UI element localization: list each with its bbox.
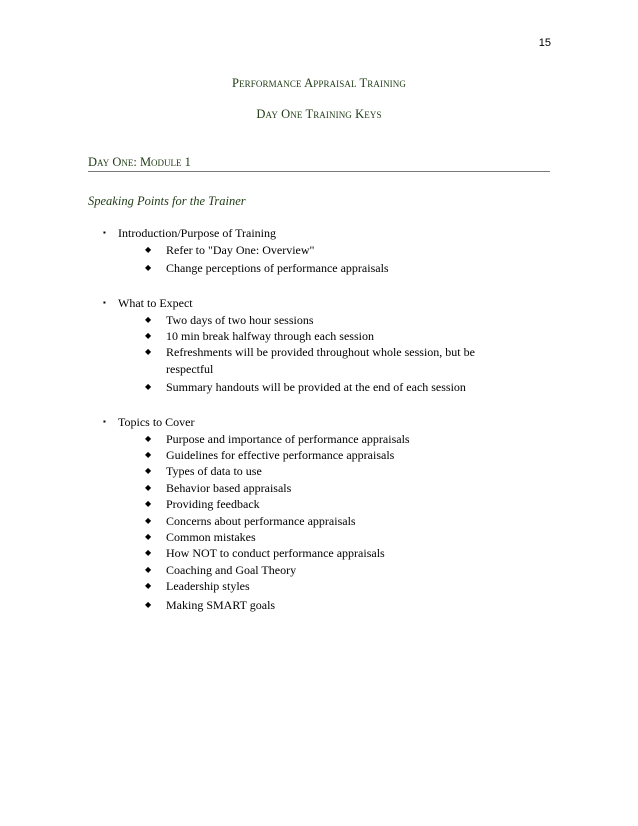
sub-bullet-item: ◆ Concerns about performance appraisals [145, 513, 356, 528]
bullet-label: Introduction/Purpose of Training [118, 226, 276, 240]
sub-bullet-item: ◆ Leadership styles [145, 579, 250, 594]
sub-bullet-list [145, 431, 516, 613]
sub-bullet-item: ◆ Providing feedback [145, 497, 260, 512]
sub-bullet-item: ◆ Summary handouts will be provided at the end of each session [145, 380, 466, 395]
sub-bullet-item: ◆ Refer to "Day One: Overview" [145, 242, 315, 257]
diamond-bullet-icon: ◆ [145, 548, 152, 558]
bullet-group-what-to-expect [103, 295, 516, 396]
sub-bullet-item: ◆ Making SMART goals [145, 597, 276, 612]
diamond-bullet-icon: ◆ [145, 314, 152, 324]
sub-bullet-item: ◆ How NOT to conduct performance appraisals [145, 546, 385, 561]
diamond-bullet-icon: ◆ [145, 449, 152, 459]
diamond-bullet-icon: ◆ [145, 564, 152, 574]
diamond-bullet-icon: ◆ [145, 531, 152, 541]
subheading: Speaking Points for the Trainer [88, 194, 246, 208]
diamond-bullet-icon: ◆ [145, 599, 152, 609]
sub-bullet-list [145, 242, 516, 277]
section-heading: Day One: Module 1 [88, 155, 550, 172]
square-bullet-icon: ▪ [103, 417, 106, 426]
bullet-group-introduction [103, 225, 516, 276]
bullet-item [103, 414, 516, 431]
bullet-label: What to Expect [118, 296, 193, 310]
diamond-bullet-icon: ◆ [145, 262, 152, 272]
diamond-bullet-icon: ◆ [145, 581, 152, 591]
diamond-bullet-icon: ◆ [145, 433, 152, 443]
bullet-item [103, 225, 516, 242]
sub-bullet-item: ◆ Change perceptions of performance appraisals [145, 260, 389, 275]
square-bullet-icon: ▪ [103, 228, 106, 237]
document-title: Performance Appraisal Training [232, 76, 406, 90]
sub-bullet-item: ◆ Purpose and importance of performance appraisals [145, 431, 410, 446]
diamond-bullet-icon: ◆ [145, 499, 152, 509]
bullet-item [103, 295, 516, 312]
diamond-bullet-icon: ◆ [145, 466, 152, 476]
square-bullet-icon: ▪ [103, 298, 106, 307]
sub-bullet-item: ◆ Common mistakes [145, 529, 256, 544]
sub-bullet-item: ◆ Behavior based appraisals [145, 480, 292, 495]
diamond-bullet-icon: ◆ [145, 482, 152, 492]
diamond-bullet-icon: ◆ [145, 244, 152, 254]
sub-bullet-item: ◆ Refreshments will be provided throughout whole session, but be respectful [145, 345, 475, 376]
bullet-label: Topics to Cover [118, 415, 195, 429]
sub-bullet-item: ◆ Two days of two hour sessions [145, 312, 314, 327]
document-subtitle: Day One Training Keys [256, 107, 382, 121]
sub-bullet-list [145, 312, 516, 396]
diamond-bullet-icon: ◆ [145, 330, 152, 340]
bullet-group-topics [103, 414, 516, 613]
diamond-bullet-icon: ◆ [145, 347, 152, 357]
sub-bullet-item: ◆ Guidelines for effective performance appraisals [145, 447, 395, 462]
page-number: 15 [538, 37, 551, 49]
sub-bullet-item: ◆ 10 min break halfway through each session [145, 328, 374, 343]
diamond-bullet-icon: ◆ [145, 382, 152, 392]
sub-bullet-item: ◆ Types of data to use [145, 464, 262, 479]
sub-bullet-item: ◆ Coaching and Goal Theory [145, 562, 297, 577]
diamond-bullet-icon: ◆ [145, 515, 152, 525]
